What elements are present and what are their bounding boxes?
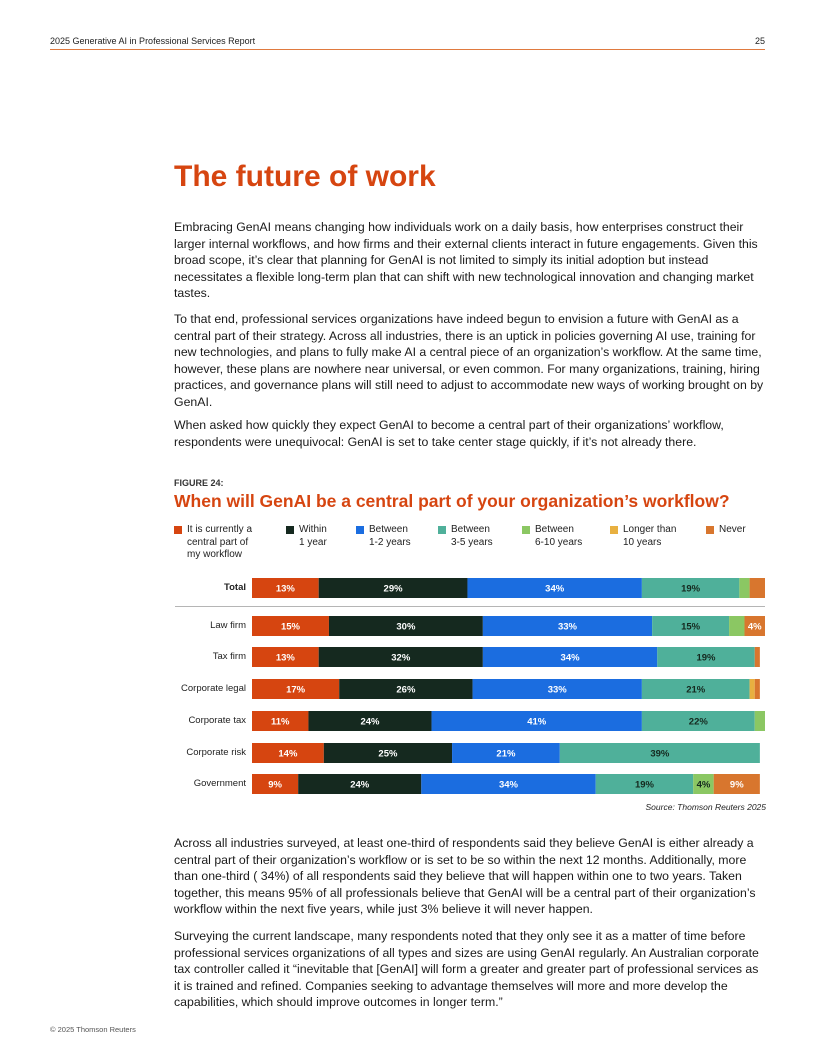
bar-segment (755, 679, 760, 699)
data-label: 4% (696, 779, 711, 791)
bar-segment (750, 578, 765, 598)
data-label: 41% (527, 716, 547, 728)
data-label: 21% (496, 748, 516, 760)
data-label: 34% (498, 779, 519, 791)
data-label: 19% (634, 779, 654, 791)
data-label: 25% (378, 748, 398, 760)
total-divider (175, 606, 765, 607)
report-title: 2025 Generative AI in Professional Services Report (50, 36, 256, 46)
data-label: 24% (350, 779, 370, 791)
legend-label: Never (719, 524, 746, 535)
legend-label: It is currently a central part of my workflow (187, 524, 253, 560)
legend-label: Within 1 year (299, 524, 327, 548)
header-divider (50, 49, 765, 50)
data-label: 17% (286, 684, 306, 696)
legend-label: Between 6-10 years (535, 524, 583, 548)
legend-swatch (522, 526, 530, 534)
data-label: 24% (360, 716, 380, 728)
legend-swatch (610, 526, 618, 534)
data-label: 14% (278, 748, 298, 760)
paragraph-3: When asked how quickly they expect GenAI to become a central part of their organizations’ workflow, respondents were unequivocal: GenAI is set to take center stage quickly, if it’s not already there. (174, 418, 724, 449)
paragraph-2: To that end, professional services organizations have indeed begun to envision a future with GenAI as a central part of their strategy. Across all industries, there is an uptick in policies governing AI use, training for new technologies, and plans to fully make AI a central piece of an organization’s workflow. At the same time, however, these plans are nowhere near universal, or even common. For many organizations, training, hiring practices, and governance plans will still need to adjust to accommodate new ways of working brought on by GenAI. (174, 312, 764, 409)
section-title: The future of work (174, 160, 436, 193)
category-label: Law firm (210, 620, 246, 631)
paragraph-5: Surveying the current landscape, many respondents noted that they only see it as a matter of time before professional services organizations of all types and sizes are using GenAI regularly. An Australian corporate tax controller called it “inevitable that [GenAI] will form a greater and greater part of professional services as it is trained and refined. Companies seeking to advantage themselves will more and more develop the capabilities, which should improve outcomes in longer term.” (174, 929, 759, 1010)
bar-segment (739, 578, 749, 598)
data-label: 39% (650, 748, 670, 760)
data-label: 22% (688, 716, 708, 728)
figure-label: FIGURE 24: (174, 478, 224, 488)
data-label: 13% (275, 652, 295, 664)
chart-svg (170, 570, 770, 800)
legend-swatch (286, 526, 294, 534)
chart-legend (174, 524, 766, 564)
data-label: 26% (396, 684, 416, 696)
data-label: 34% (545, 583, 565, 595)
legend-label: Between 1-2 years (369, 524, 411, 548)
legend-swatch (438, 526, 446, 534)
legend-swatch (356, 526, 364, 534)
category-label: Tax firm (212, 651, 246, 662)
data-label: 15% (280, 621, 300, 633)
data-label: 33% (557, 621, 578, 633)
data-label: 4% (747, 621, 762, 633)
figure-title: When will GenAI be a central part of your organization’s workflow? (174, 491, 730, 511)
data-label: 11% (270, 716, 290, 728)
data-label: 13% (275, 583, 295, 595)
legend-label: Longer than 10 years (623, 524, 677, 548)
category-label: Corporate tax (188, 715, 246, 726)
data-label: 9% (729, 779, 744, 791)
data-label: 30% (396, 621, 416, 633)
bar-segment (729, 616, 744, 636)
category-label: Corporate risk (186, 747, 246, 758)
copyright: © 2025 Thomson Reuters (50, 1025, 136, 1034)
data-label: 19% (681, 583, 701, 595)
bar-segment (755, 711, 765, 731)
legend-label: Between 3-5 years (451, 524, 493, 548)
data-label: 29% (383, 583, 403, 595)
stacked-bar-chart (170, 570, 770, 812)
data-label: 19% (696, 652, 716, 664)
paragraph-4: Across all industries surveyed, at least one-third of respondents said they believe GenAI is either already a central part of their organization’s workflow or is set to be so within the next 12 months. Additionally, more than one-third ( 34%) of all respondents said they believe that will happen within one to two years. Taken together, this means 95% of all professionals believe that GenAI will be a central part of their organization’s workflow within the next five years, while just 3% believe it will never happen. (174, 836, 756, 917)
legend-swatch (706, 526, 714, 534)
category-label: Government (193, 778, 246, 789)
data-label: 32% (391, 652, 411, 664)
category-label: Corporate legal (181, 683, 246, 694)
data-label: 21% (686, 684, 706, 696)
data-label: 9% (268, 779, 282, 791)
page-number: 25 (754, 36, 765, 46)
figure-source: Source: Thomson Reuters 2025 (645, 802, 766, 812)
bar-segment (750, 679, 755, 699)
legend-swatch (174, 526, 182, 534)
category-label: Total (224, 582, 246, 593)
data-label: 34% (560, 652, 580, 664)
data-label: 33% (547, 684, 567, 696)
data-label: 15% (681, 621, 701, 633)
bar-segment (755, 647, 760, 667)
paragraph-1: Embracing GenAI means changing how individuals work on a daily basis, how enterprises construct their larger internal workflows, and how firms and their external clients interact in future engagements. Given this broad scope, it’s clear that planning for GenAI is not limited to simply its initial adoption but instead necessitates a flexible long-term plan that can shift with new technological innovation and changing market tastes. (174, 220, 758, 301)
